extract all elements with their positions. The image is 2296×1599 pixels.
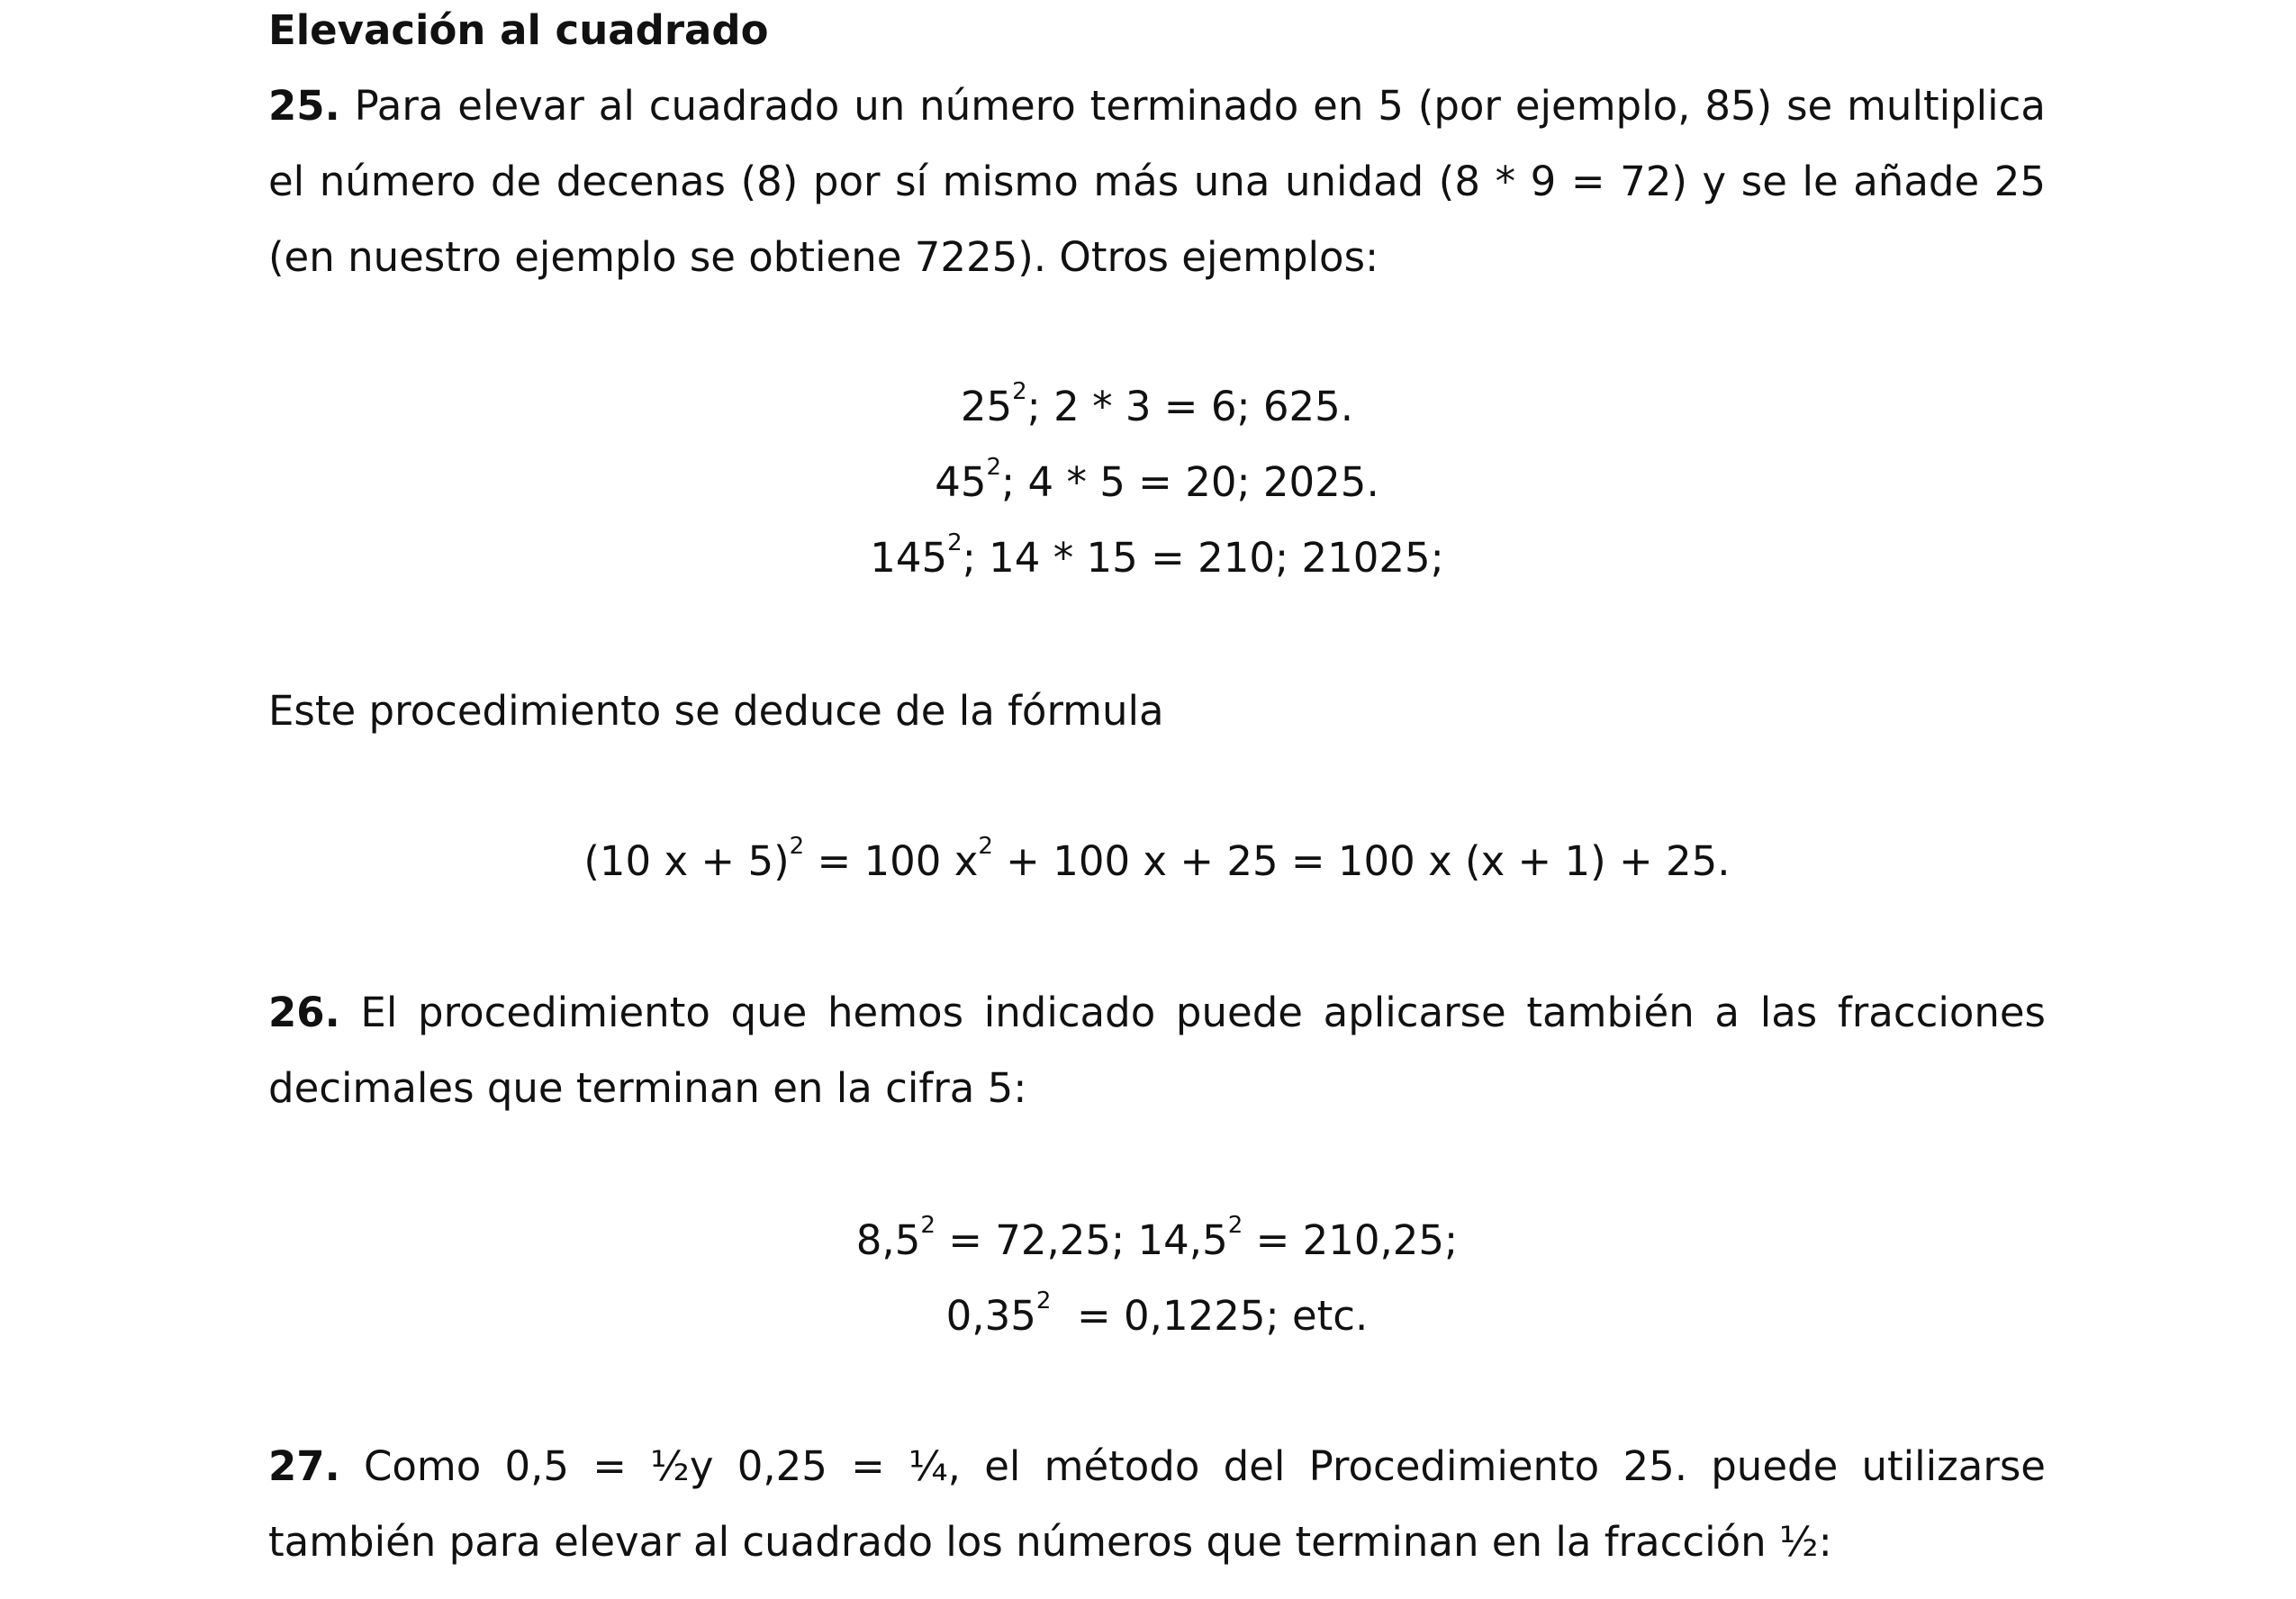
example-line (268, 380, 2046, 434)
example-base: 25 (960, 383, 1013, 430)
example-exponent: 2 (1012, 378, 1027, 405)
formula-exponent: 2 (789, 833, 805, 860)
example-line (268, 456, 2046, 510)
example-exponent: 2 (947, 529, 963, 556)
decimal-exponent: 2 (920, 1212, 936, 1239)
formula-intro: Este procedimiento se deduce de la fórmula (268, 687, 1164, 735)
decimal-part-a: 8,5 (855, 1216, 921, 1264)
example-base: 145 (870, 534, 948, 582)
formula-part-c: + 100 x + 25 = 100 x (x + 1) + 25. (992, 837, 1731, 885)
paragraph-text: Para elevar al cuadrado un número terminado en 5 (por ejemplo, 85) se multiplica el número de decenas (8) por sí mismo más una unidad (8 * 9 = 72) y se le añade 25 (en nuestro ejemplo se obtiene 7225). Otros ejemplos: (268, 82, 2046, 281)
example-rest: ; 2 * 3 = 6; 625. (1026, 383, 1354, 430)
paragraph-number: 25. (268, 82, 340, 130)
example-exponent: 2 (986, 454, 1002, 481)
formula-line (268, 835, 2046, 889)
example-line (268, 531, 2046, 585)
decimal-example-line (268, 1289, 2046, 1343)
decimal-part-b: = 72,25; 14,5 (935, 1216, 1228, 1264)
example-rest: ; 4 * 5 = 20; 2025. (1001, 458, 1379, 506)
decimal-example-line (268, 1214, 2046, 1268)
formula-part-b: = 100 x (804, 837, 979, 885)
paragraph-26 (268, 975, 2046, 1126)
decimal-part-c: = 210,25; (1243, 1216, 1459, 1264)
paragraph-27 (268, 1429, 2046, 1580)
paragraph-25 (268, 68, 2046, 295)
formula-part-a: (10 x + 5) (583, 837, 790, 885)
decimal-exponent: 2 (1227, 1212, 1243, 1239)
example-base: 45 (935, 458, 987, 506)
example-rest: ; 14 * 15 = 210; 21025; (962, 534, 1444, 582)
decimal-part-b: = 0,1225; etc. (1051, 1292, 1369, 1340)
formula-exponent: 2 (978, 833, 993, 860)
paragraph-text: Como 0,5 = ½y 0,25 = ¼, el método del Procedimiento 25. puede utilizarse también para elevar al cuadrado los números que terminan en la fracción ½: (268, 1442, 2046, 1566)
paragraph-text: El procedimiento que hemos indicado puede aplicarse también a las fracciones decimales que terminan en la cifra 5: (268, 989, 2047, 1112)
paragraph-number: 27. (268, 1442, 340, 1490)
decimal-part-a: 0,35 (945, 1292, 1036, 1340)
section-heading: Elevación al cuadrado (268, 6, 769, 54)
paragraph-number: 26. (268, 989, 340, 1036)
decimal-exponent: 2 (1035, 1287, 1052, 1314)
